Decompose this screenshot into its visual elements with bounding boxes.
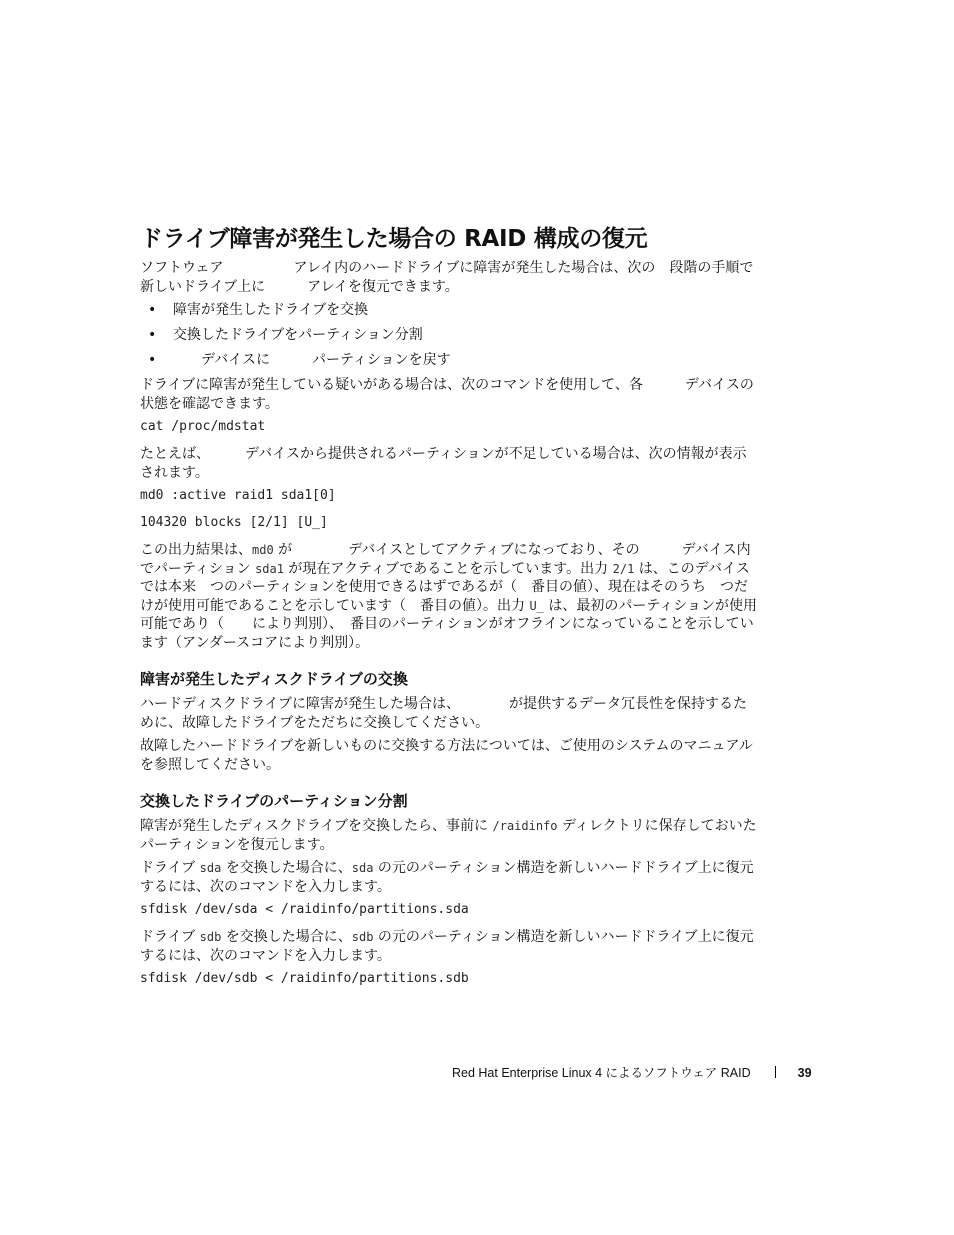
text-run: この出力結果は、 [140, 542, 252, 558]
partition-paragraph-sda [140, 859, 760, 896]
main-content [140, 220, 760, 997]
list-item: • 障害が発生したドライブを交換 [140, 301, 760, 319]
mdstat-output-line-2: 104320 blocks [2/1] [U_] [140, 515, 328, 530]
sfdisk-sda-command: sfdisk /dev/sda < /raidinfo/partitions.sda [140, 902, 469, 917]
replace-drive-paragraph-2: 故障したハードドライブを新しいものに交換する方法については、ご使用のシステムのマニュアルを参照してください。 [140, 738, 753, 773]
intro-paragraph: ソフトウェア アレイ内のハードドライブに障害が発生した場合は、次の 段階の手順で新しいドライブ上に アレイを復元できます。 [140, 260, 754, 295]
text-run: を交換した場合に、 [221, 860, 352, 876]
text-run: の元のパーティション構造を新しいハードドライブ上に復元するには、次のコマンドを入力します。 [140, 860, 754, 895]
partition-paragraph-sdb [140, 928, 760, 965]
mdstat-command: cat /proc/mdstat [140, 419, 266, 434]
inline-code: sda [351, 861, 374, 875]
inline-code: sdb [351, 930, 374, 944]
check-status-paragraph: ドライブに障害が発生している疑いがある場合は、次のコマンドを使用して、各 デバイスの状態を確認できます。 [140, 377, 754, 412]
mdstat-output-line-1: md0 :active raid1 sda1[0] [140, 488, 336, 503]
recovery-steps-list [140, 301, 760, 369]
page-title: ドライブ障害が発生した場合の RAID 構成の復元 [140, 226, 648, 252]
page-footer [452, 1063, 812, 1081]
text-run: を交換した場合に、 [221, 929, 352, 945]
sfdisk-sdb-command: sfdisk /dev/sdb < /raidinfo/partitions.sdb [140, 971, 469, 986]
explanation-paragraph [140, 541, 760, 652]
page-number: 39 [797, 1066, 812, 1080]
text-run: ドライブ [140, 860, 200, 876]
list-item: • デバイスに パーティションを戻す [140, 351, 760, 369]
inline-code: sdb [199, 930, 222, 944]
inline-code: sda1 [255, 561, 284, 576]
text-run: は、最初のパーティションが使用可能であり（ により判別）、 番目のパーティションがオフラインになっていることを示しています（アンダースコアにより判別）。 [140, 597, 757, 651]
inline-code: /raidinfo [492, 819, 558, 833]
text-run: が現在アクティブであることを示しています。出力 [283, 560, 613, 577]
text-run: 障害が発生したディスクドライブを交換したら、事前に [140, 818, 493, 834]
inline-code: 2/1 [612, 561, 635, 576]
text-run: ディレクトリに保存しておいたパーティションを復元します。 [140, 818, 757, 853]
text-run: ドライブ [140, 929, 200, 945]
footer-title: Red Hat Enterprise Linux 4 によるソフトウェア RAID [452, 1066, 751, 1080]
inline-code: md0 [252, 543, 274, 557]
footer-separator [775, 1066, 776, 1078]
example-paragraph: たとえば、 デバイスから提供されるパーティションが不足している場合は、次の情報が表示されます。 [140, 446, 747, 481]
text-run: の元のパーティション構造を新しいハードドライブ上に復元するには、次のコマンドを入力します。 [140, 929, 754, 964]
partition-paragraph-1 [140, 817, 760, 854]
text-run: は、このデバイスでは本来 つのパーティションを使用できるはずであるが（ 番目の値）、現在はそのうち つだけが使用可能であることを示しています（ 番目の値）。出力 [140, 560, 750, 614]
text-run: が デバイスとしてアクティブになっており、その デバイス内でパーティション [140, 542, 751, 577]
list-item: • 交換したドライブをパーティション分割 [140, 326, 760, 344]
replace-drive-paragraph-1: ハードディスクドライブに障害が発生した場合は、 が提供するデータ冗長性を保持するために、故障したドライブをただちに交換してください。 [140, 696, 748, 731]
section-heading-partition-drive: 交換したドライブのパーティション分割 [140, 792, 408, 810]
section-heading-replace-drive: 障害が発生したディスクドライブの交換 [140, 670, 408, 688]
inline-code: sda [199, 861, 222, 875]
inline-code: U_ [529, 598, 544, 613]
